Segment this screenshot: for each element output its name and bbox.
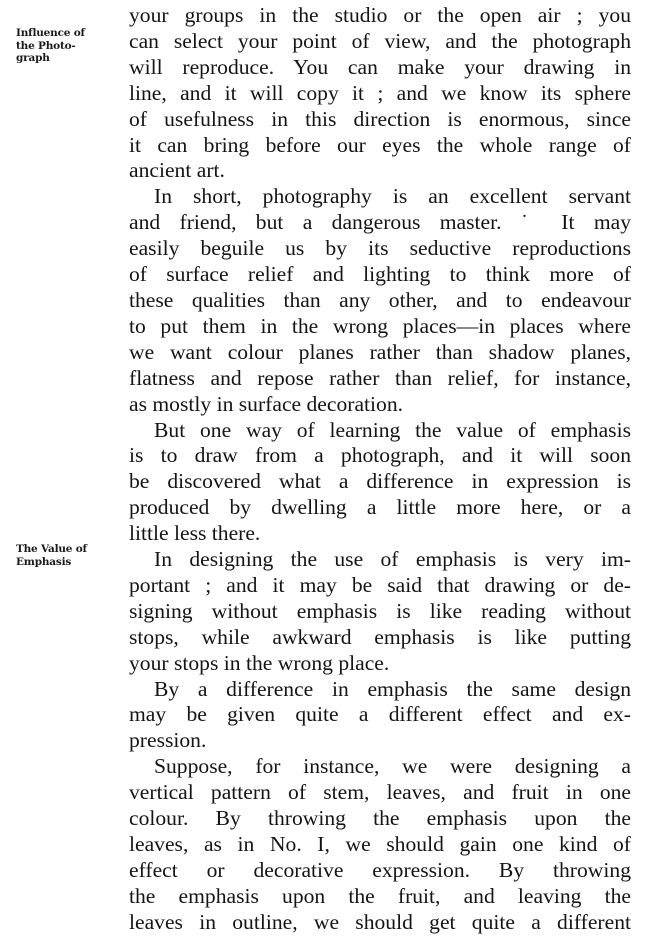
text-line: pression. (129, 728, 207, 753)
text-line: portant ; and it may be said that drawing or de- (129, 572, 631, 597)
text-line: produced by dwelling a little more here, or a (129, 495, 631, 520)
sidenote-line: the Photo- (16, 39, 76, 52)
text-line: signing without emphasis is like reading without (129, 598, 631, 623)
paragraph-start: In designing the use of emphasis is very im- (154, 547, 631, 572)
text-line: your groups in the studio or the open air ; you (129, 3, 631, 27)
text-line: your stops in the wrong place. (129, 650, 390, 675)
text-line: ancient art. (129, 158, 225, 183)
sidenote-influence-of-photograph (16, 27, 126, 65)
text-line: be discovered what a difference in expression is (129, 469, 631, 494)
text-line: colour. By throwing the emphasis upon the (129, 806, 631, 831)
paragraph-start: By a difference in emphasis the same design (154, 676, 631, 701)
text-line: to put them in the wrong places—in places where (129, 313, 631, 338)
text-line: may be given quite a different effect and ex- (129, 702, 631, 727)
text-line: these qualities than any other, and to endeavour (129, 287, 631, 312)
sidenote-line: graph (16, 52, 50, 64)
text-line: line, and it will copy it ; and we know its sphere (129, 80, 631, 105)
text-line: leaves, as in No. I, we should gain one kind of (129, 832, 631, 856)
text-line: and friend, but a dangerous master. ˙ It may (129, 210, 631, 235)
sidenote-line: Influence of (16, 27, 85, 39)
text-line: effect or decorative expression. By throwing (129, 857, 631, 882)
text-line: easily beguile us by its seductive reproductions (129, 236, 631, 261)
body-text (129, 3, 631, 936)
sidenote-line: The Value of (16, 543, 87, 555)
sidenote-value-of-emphasis (16, 543, 126, 568)
text-line: can select your point of view, and the photograph (129, 28, 631, 53)
paragraph-start: In short, photography is an excellent servant (154, 184, 631, 209)
paragraph-start: Suppose, for instance, we were designing a (154, 754, 631, 779)
text-line: leaves in outline, we should get quite a different (129, 909, 631, 934)
text-line: stops, while awkward emphasis is like putting (129, 624, 631, 649)
text-line: little less there. (129, 521, 261, 546)
text-line: is to draw from a photograph, and it will soon (129, 443, 631, 468)
text-line: as mostly in surface decoration. (129, 391, 404, 416)
text-line: of surface relief and lighting to think more of (129, 262, 631, 287)
text-line: we want colour planes rather than shadow planes, (129, 339, 631, 364)
text-line: it can bring before our eyes the whole range of (129, 132, 631, 157)
text-line: vertical pattern of stem, leaves, and fruit in one (129, 780, 631, 805)
text-line: of usefulness in this direction is enormous, since (129, 106, 631, 131)
text-line: will reproduce. You can make your drawing in (129, 54, 631, 79)
text-line: the emphasis upon the fruit, and leaving the (129, 883, 631, 908)
paragraph-start: But one way of learning the value of emphasis (154, 417, 631, 442)
text-line: flatness and repose rather than relief, for instance, (129, 365, 631, 390)
sidenote-line: Emphasis (16, 555, 72, 568)
